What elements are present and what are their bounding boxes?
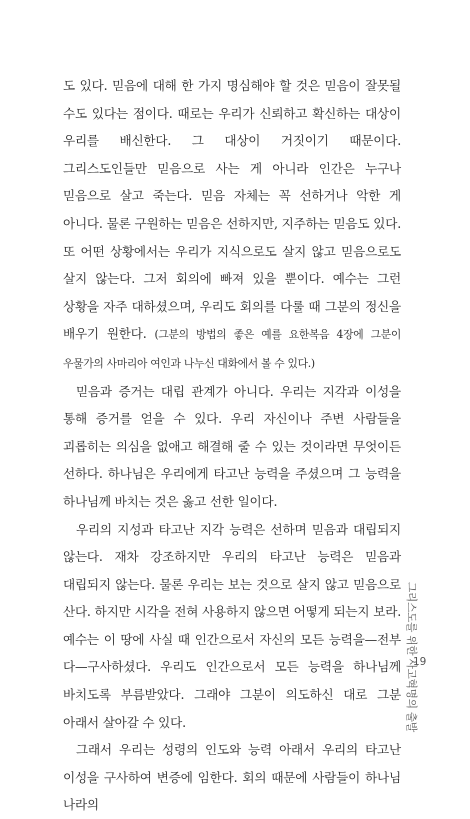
running-header-book-title: 그리스도를 위한 사고혁명의 출발	[405, 582, 417, 732]
body-text	[63, 72, 405, 819]
parenthetical-note: (그분의 방법의 좋은 예를 요한복음 4장에 그분이 우물가의 사마리아 여인과 나누신 대화에서 볼 수 있다.)	[63, 328, 405, 370]
paragraph: 믿음과 증거는 대립 관계가 아니다. 우리는 지각과 이성을 통해 증거를 얻을 수 있다. 우리 자신이나 주변 사람들을 괴롭히는 의심을 없애고 해결해 줄 수 있는 것이라면 무엇이든 선하다. 하나님은 우리에게 타고난 능력을 주셨으며 그 능력을 하나님께 바치는 것은 옳고 선한 일이다.	[63, 383, 405, 509]
paragraph: 그래서 우리는 성령의 인도와 능력 아래서 우리의 타고난 이성을 구사하여 변증에 임한다. 회의 때문에 사람들이 하나님 나라의	[63, 742, 405, 813]
page-number: 19	[413, 656, 427, 668]
paragraph-text: 도 있다. 믿음에 대해 한 가지 명심해야 할 것은 믿음이 잘못될 수도 있다는 점이다. 때로는 우리가 신뢰하고 확신하는 대상이 우리를 배신한다. 그 대상이 거짓이기 때문이다. 그리스도인들만 믿음으로 사는 게 아니라 인간은 누구나 믿음으로 살고 죽는다. 믿음 자체는 꼭 선하거나 악한 게 아니다. 물론 구원하는 믿음은 선하지만, 지주하는 믿음도 있다. 또 어떤 상황에서는 우리가 지식으로도 살지 않고 믿음으로도 살지 않는다. 그저 회의에 빠져 있을 뿐이다. 예수는 그런 상황을 자주 대하셨으며, 우리도 회의를 다룰 때 그분의 정신을 배우기 원한다.	[63, 78, 405, 342]
paragraph	[63, 72, 405, 378]
paragraph: 우리의 지성과 타고난 지각 능력은 선하며 믿음과 대립되지 않는다. 재차 강조하지만 우리의 타고난 능력은 믿음과 대립되지 않는다. 물론 우리는 보는 것으로 살지 않고 믿음으로 산다. 하지만 시각을 전혀 사용하지 않으면 어떻게 되는지 보라. 예수는 이 땅에 사실 때 인간으로서 자신의 모든 능력을—전부 다—구사하셨다. 우리도 인간으로서 모든 능력을 하나님께 바치도록 부름받았다. 그래야 그분이 의도하신 대로 그분 아래서 살아갈 수 있다.	[63, 521, 405, 730]
